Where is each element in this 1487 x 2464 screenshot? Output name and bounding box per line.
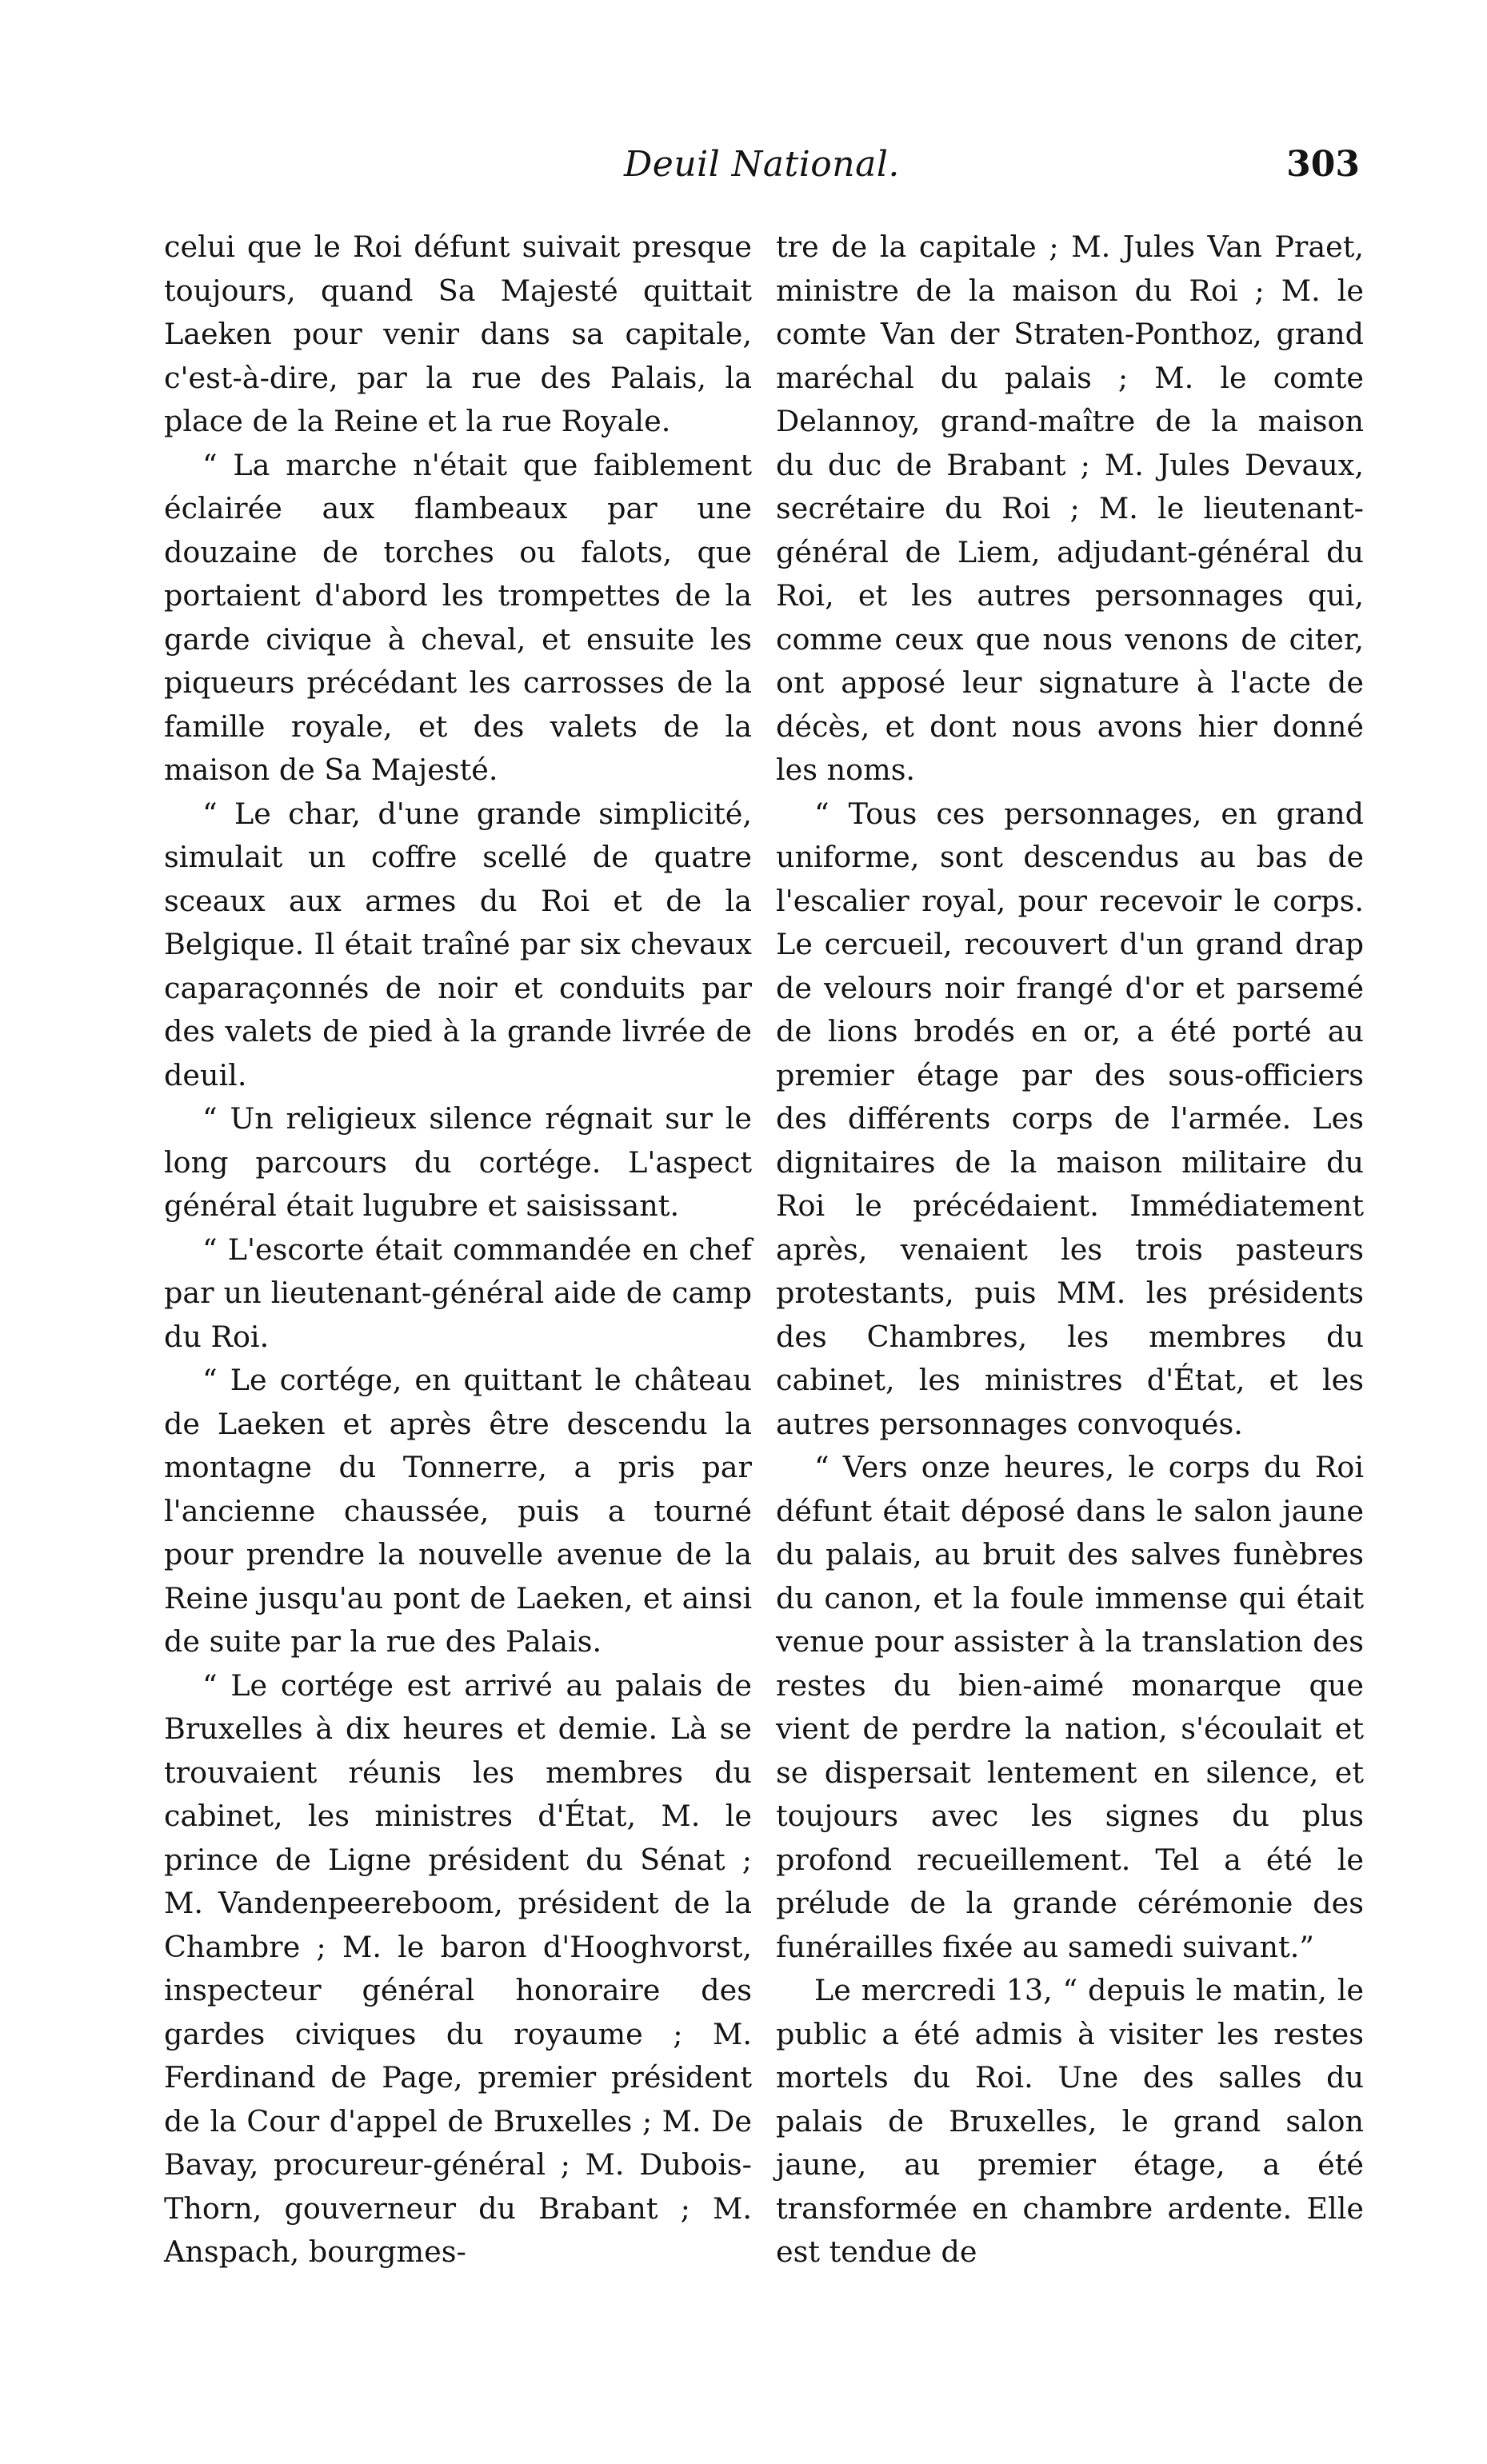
right-column [776,226,1364,2274]
running-title: Deuil National. [624,144,900,185]
paragraph: “ Tous ces personnages, en grand uniforme, sont descendus au bas de l'escalier royal, pour recevoir le corps. Le cercueil, recouvert d'un grand drap de velours noir frangé d'or et parsemé de lions brodés en or, a été porté au premier étage par des sous-officiers des différents corps de l'armée. Les dignitaires de la maison militaire du Roi le précédaient. Immédiatement après, venaient les trois pasteurs protestants, puis MM. les présidents des Chambres, les membres du cabinet, les ministres d'État, et les autres personnages convoqués. [776,796,1364,1441]
paragraph: celui que le Roi défunt suivait presque toujours, quand Sa Majesté quittait Laeken pour venir dans sa capitale, c'est-à-dire, par la rue des Palais, la place de la Reine et la rue Royale. [164,230,752,438]
left-column [164,226,752,2274]
page-number: 303 [1286,144,1360,185]
paragraph: “ La marche n'était que faiblement éclairée aux flambeaux par une douzaine de torches ou falots, que portaient d'abord les trompettes de la garde civique à cheval, et ensuite les piqueurs précédant les carrosses de la famille royale, et des valets de la maison de Sa Majesté. [164,447,752,787]
paragraph: “ Le cortége, en quittant le château de Laeken et après être descendu la montagne du Tonnerre, a pris par l'ancienne chaussée, puis a tourné pour prendre la nouvelle avenue de la Reine jusqu'au pont de Laeken, et ainsi de suite par la rue des Palais. [164,1363,752,1659]
paragraph: “ L'escorte était commandée en chef par un lieutenant-général aide de camp du Roi. [164,1232,752,1354]
paragraph: “ Le cortége est arrivé au palais de Bruxelles à dix heures et demie. Là se trouvaient réunis les membres du cabinet, les ministres d'État, M. le prince de Ligne président du Sénat ; M. Vandenpeereboom, président de la Chambre ; M. le baron d'Hooghvorst, inspecteur général honoraire des gardes civiques du royaume ; M. Ferdinand de Page, premier président de la Cour d'appel de Bruxelles ; M. De Bavay, procureur-général ; M. Dubois-Thorn, gouverneur du Brabant ; M. Anspach, bourgmes- [164,1667,752,2269]
paragraph: “ Un religieux silence régnait sur le long parcours du cortége. L'aspect général était lugubre et saisissant. [164,1101,752,1223]
paragraph: “ Vers onze heures, le corps du Roi défunt était déposé dans le salon jaune du palais, au bruit des salves funèbres du canon, et la foule immense qui était venue pour assister à la translation des restes du bien-aimé monarque que vient de perdre la nation, s'écoulait et se dispersait lentement en silence, et toujours avec les signes du plus profond recueillement. Tel a été le prélude de la grande cérémonie des funérailles fixée au samedi suivant.” [776,1450,1364,1964]
paragraph: “ Le char, d'une grande simplicité, simulait un coffre scellé de quatre sceaux aux armes du Roi et de la Belgique. Il était traîné par six chevaux caparaçonnés de noir et conduits par des valets de pied à la grande livrée de deuil. [164,796,752,1092]
paragraph: Le mercredi 13, “ depuis le matin, le public a été admis à visiter les restes mortels du Roi. Une des salles du palais de Bruxelles, le grand salon jaune, au premier étage, a été transformée en chambre ardente. Elle est tendue de [776,1973,1364,2269]
running-head [160,144,1360,200]
paragraph: tre de la capitale ; M. Jules Van Praet, ministre de la maison du Roi ; M. le comte Van der Straten-Ponthoz, grand maréchal du palais ; M. le comte Delannoy, grand-maître de la maison du duc de Brabant ; M. Jules Devaux, secrétaire du Roi ; M. le lieutenant-général de Liem, adjudant-général du Roi, et les autres personnages qui, comme ceux que nous venons de citer, ont apposé leur signature à l'acte de décès, et dont nous avons hier donné les noms. [776,230,1364,787]
